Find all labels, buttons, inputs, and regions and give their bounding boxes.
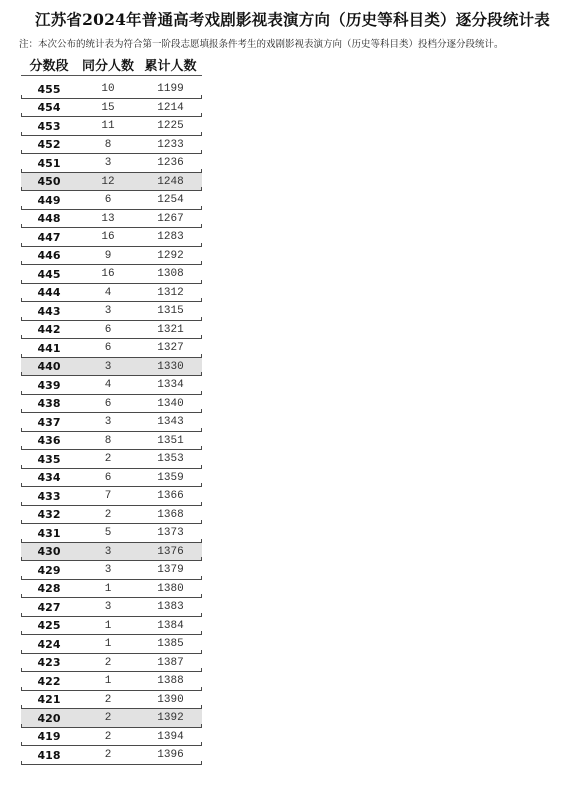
cumulative-count-cell: 1292: [157, 249, 184, 262]
cumulative-count-cell: 1254: [157, 194, 184, 207]
table-row: [21, 80, 202, 99]
cumulative-count-cell: 1379: [157, 564, 184, 577]
same-score-count-cell: 6: [104, 471, 112, 484]
same-score-count-cell: 3: [104, 416, 112, 429]
score-cell: 428: [37, 582, 61, 596]
table-row: [21, 339, 202, 358]
same-score-count-cell: 2: [104, 730, 112, 743]
same-score-count-cell: 3: [104, 157, 112, 170]
same-score-count-cell: 9: [104, 249, 112, 262]
table-body: [21, 80, 202, 765]
table-row: [21, 191, 202, 210]
table-row: [21, 487, 202, 506]
same-score-count-cell: 3: [104, 564, 112, 577]
same-score-count-cell: 8: [104, 138, 112, 151]
cumulative-count-cell: 1396: [157, 749, 184, 762]
cumulative-count-cell: 1330: [157, 360, 184, 373]
same-score-count-cell: 3: [104, 545, 112, 558]
cumulative-count-cell: 1283: [157, 231, 184, 244]
table-row: [21, 709, 202, 728]
score-cell: 435: [37, 452, 61, 466]
same-score-count-cell: 10: [101, 83, 115, 96]
cumulative-count-cell: 1385: [157, 638, 184, 651]
cumulative-count-cell: 1384: [157, 619, 184, 632]
same-score-count-cell: 12: [101, 175, 115, 188]
same-score-count-cell: 2: [104, 453, 112, 466]
table-row: [21, 358, 202, 377]
same-score-count-cell: 3: [104, 360, 112, 373]
table-row: [21, 99, 202, 118]
cumulative-count-cell: 1267: [157, 212, 184, 225]
table-row: [21, 210, 202, 229]
table-row: [21, 469, 202, 488]
same-score-count-cell: 2: [104, 656, 112, 669]
same-score-count-cell: 16: [101, 231, 115, 244]
same-score-count-cell: 13: [101, 212, 115, 225]
table-row: [21, 728, 202, 747]
cumulative-count-cell: 1368: [157, 508, 184, 521]
table-row: [21, 154, 202, 173]
cumulative-count-cell: 1225: [157, 120, 184, 133]
same-score-count-cell: 4: [104, 286, 112, 299]
score-cell: 418: [37, 748, 61, 762]
score-cell: 447: [37, 230, 61, 244]
table-row: [21, 746, 202, 765]
score-cell: 430: [37, 545, 61, 559]
table-row: [21, 265, 202, 284]
score-cell: 449: [37, 193, 61, 207]
same-score-count-cell: 6: [104, 397, 112, 410]
same-score-count-cell: 2: [104, 508, 112, 521]
table-row: [21, 136, 202, 155]
score-cell: 450: [37, 175, 61, 189]
score-distribution-table: [21, 54, 202, 765]
same-score-count-cell: 1: [104, 582, 112, 595]
cumulative-count-cell: 1321: [157, 323, 184, 336]
same-score-count-cell: 5: [104, 527, 112, 540]
cumulative-count-cell: 1308: [157, 268, 184, 281]
table-row: [21, 635, 202, 654]
cumulative-count-cell: 1340: [157, 397, 184, 410]
row-divider-tick: [201, 761, 202, 765]
table-header: [21, 54, 202, 76]
cumulative-count-cell: 1343: [157, 416, 184, 429]
cumulative-count-cell: 1392: [157, 712, 184, 725]
score-cell: 443: [37, 304, 61, 318]
cumulative-count-cell: 1359: [157, 471, 184, 484]
score-cell: 433: [37, 489, 61, 503]
score-cell: 439: [37, 378, 61, 392]
score-cell: 448: [37, 212, 61, 226]
score-cell: 422: [37, 674, 61, 688]
same-score-count-cell: 2: [104, 712, 112, 725]
score-cell: 436: [37, 434, 61, 448]
table-row: [21, 691, 202, 710]
same-score-count-cell: 1: [104, 619, 112, 632]
score-cell: 424: [37, 637, 61, 651]
cumulative-count-cell: 1214: [157, 101, 184, 114]
cumulative-count-cell: 1388: [157, 675, 184, 688]
header-cumulative-count: 累计人数: [144, 59, 197, 74]
same-score-count-cell: 3: [104, 305, 112, 318]
table-row: [21, 654, 202, 673]
same-score-count-cell: 2: [104, 749, 112, 762]
cumulative-count-cell: 1327: [157, 342, 184, 355]
score-cell: 419: [37, 730, 61, 744]
score-cell: 440: [37, 360, 61, 374]
table-row: [21, 672, 202, 691]
page-title: 江苏省2024年普通高考戏剧影视表演方向（历史等科目类）逐分段统计表: [35, 10, 550, 29]
score-cell: 455: [37, 82, 61, 96]
cumulative-count-cell: 1199: [157, 83, 184, 96]
table-row: [21, 524, 202, 543]
cumulative-count-cell: 1315: [157, 305, 184, 318]
table-row: [21, 432, 202, 451]
score-cell: 453: [37, 119, 61, 133]
same-score-count-cell: 4: [104, 379, 112, 392]
table-row: [21, 173, 202, 192]
cumulative-count-cell: 1383: [157, 601, 184, 614]
cumulative-count-cell: 1236: [157, 157, 184, 170]
cumulative-count-cell: 1390: [157, 693, 184, 706]
score-cell: 427: [37, 600, 61, 614]
cumulative-count-cell: 1248: [157, 175, 184, 188]
score-cell: 437: [37, 415, 61, 429]
cumulative-count-cell: 1353: [157, 453, 184, 466]
same-score-count-cell: 6: [104, 342, 112, 355]
cumulative-count-cell: 1387: [157, 656, 184, 669]
table-row: [21, 543, 202, 562]
same-score-count-cell: 8: [104, 434, 112, 447]
header-score-band: 分数段: [29, 59, 69, 74]
same-score-count-cell: 1: [104, 675, 112, 688]
same-score-count-cell: 7: [104, 490, 112, 503]
table-row: [21, 321, 202, 340]
table-row: [21, 395, 202, 414]
same-score-count-cell: 6: [104, 323, 112, 336]
score-cell: 421: [37, 693, 61, 707]
score-cell: 454: [37, 101, 61, 115]
score-cell: 441: [37, 341, 61, 355]
score-cell: 445: [37, 267, 61, 281]
table-row: [21, 247, 202, 266]
table-row: [21, 413, 202, 432]
table-note: 注：本次公布的统计表为符合第一阶段志愿填报条件考生的戏剧影视表演方向（历史等科目类）投档分逐分段统计。: [19, 39, 504, 50]
score-cell: 432: [37, 508, 61, 522]
same-score-count-cell: 3: [104, 601, 112, 614]
cumulative-count-cell: 1376: [157, 545, 184, 558]
table-row: [21, 302, 202, 321]
cumulative-count-cell: 1394: [157, 730, 184, 743]
table-row: [21, 117, 202, 136]
score-cell: 423: [37, 656, 61, 670]
same-score-count-cell: 2: [104, 693, 112, 706]
cumulative-count-cell: 1312: [157, 286, 184, 299]
score-cell: 420: [37, 711, 61, 725]
table-row: [21, 506, 202, 525]
score-cell: 451: [37, 156, 61, 170]
same-score-count-cell: 1: [104, 638, 112, 651]
score-cell: 452: [37, 138, 61, 152]
score-cell: 446: [37, 249, 61, 263]
table-row: [21, 598, 202, 617]
score-cell: 438: [37, 397, 61, 411]
same-score-count-cell: 6: [104, 194, 112, 207]
table-row: [21, 450, 202, 469]
cumulative-count-cell: 1373: [157, 527, 184, 540]
same-score-count-cell: 11: [101, 120, 115, 133]
table-row: [21, 376, 202, 395]
score-cell: 434: [37, 471, 61, 485]
score-cell: 425: [37, 619, 61, 633]
score-cell: 442: [37, 323, 61, 337]
table-row: [21, 580, 202, 599]
same-score-count-cell: 15: [101, 101, 115, 114]
cumulative-count-cell: 1366: [157, 490, 184, 503]
score-cell: 429: [37, 563, 61, 577]
score-cell: 444: [37, 286, 61, 300]
header-same-score-count: 同分人数: [81, 59, 134, 74]
cumulative-count-cell: 1233: [157, 138, 184, 151]
cumulative-count-cell: 1351: [157, 434, 184, 447]
table-row: [21, 284, 202, 303]
cumulative-count-cell: 1334: [157, 379, 184, 392]
cumulative-count-cell: 1380: [157, 582, 184, 595]
table-row: [21, 617, 202, 636]
same-score-count-cell: 16: [101, 268, 115, 281]
table-row: [21, 561, 202, 580]
table-row: [21, 228, 202, 247]
score-cell: 431: [37, 526, 61, 540]
